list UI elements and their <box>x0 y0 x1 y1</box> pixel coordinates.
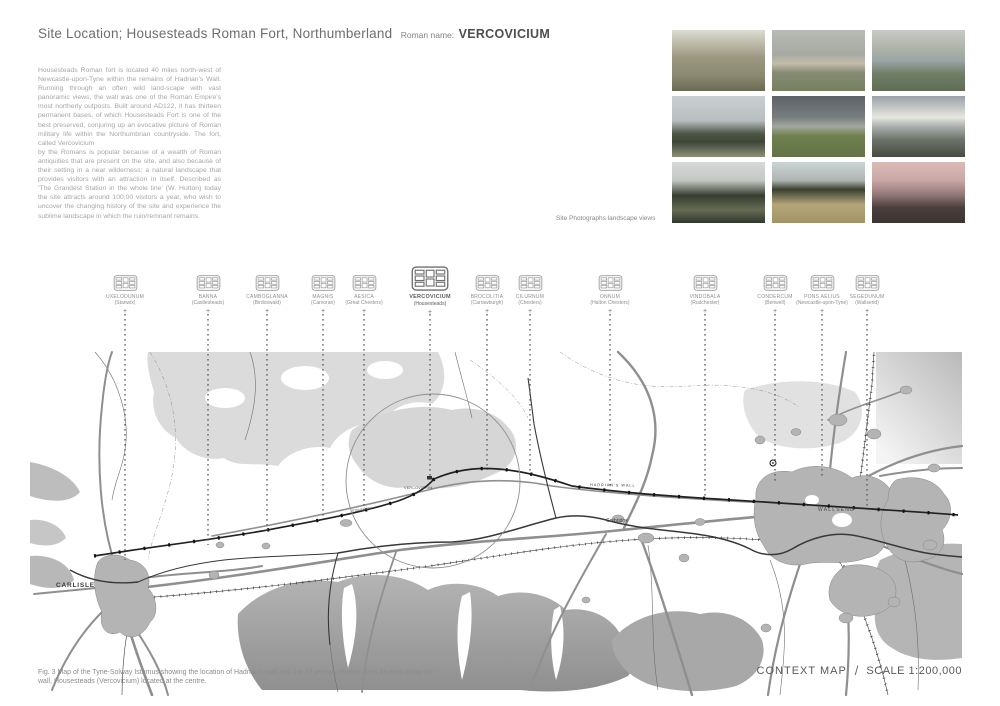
fort-line-anchor: + <box>527 308 533 316</box>
map-label-carlisle: CARLISLE <box>56 582 95 589</box>
fort-modern-name: (Castlesteads) <box>191 300 225 307</box>
fort-modern-name: (Great Chesters) <box>345 300 383 307</box>
fort-line-anchor: + <box>819 308 825 316</box>
fort-roman-name: BANNA <box>198 294 218 300</box>
fort-modern-name: (Carrawburgh) <box>470 300 504 307</box>
fort-modern-name: (Chesters) <box>518 300 542 307</box>
fort-line-anchor: + <box>361 308 367 316</box>
scale-label: SCALE 1:200,000 <box>866 664 962 677</box>
fort-roman-name: MAGNIS <box>312 294 334 300</box>
page-title: Site Location; Housesteads Roman Fort, Northumberland <box>38 26 393 41</box>
fort-roman-name: SEGEDUNUM <box>849 294 885 300</box>
fort-roman-name: CONDERCUM <box>757 294 793 300</box>
fort-modern-name: (Carvoran) <box>311 300 335 307</box>
fort-line-anchor: + <box>484 308 490 316</box>
fort-roman-name: ONNUM <box>599 294 621 300</box>
roman-name-label: Roman name: <box>400 30 455 40</box>
figure-caption: Fig. 3 Map of the Tyne-Solway Isthmus showing the location of Hadrian's wall and the 13 primary Roman forts located along the wall, Housesteads (Vercovicium) located at the centre. <box>38 669 433 686</box>
fort-plan-icon <box>113 265 138 291</box>
fort-strip <box>0 0 1000 320</box>
fort-modern-name: (Benwell) <box>764 300 786 307</box>
fort-modern-name: (Halton Chesters) <box>590 300 630 307</box>
map-label-vercovicium: VERCOVICIUM <box>404 486 433 490</box>
fort-roman-name: VINDOBALA <box>689 294 721 300</box>
context-divider: / <box>854 663 859 678</box>
fort-line-anchor: + <box>264 308 270 316</box>
roman-name: VERCOVICIUM <box>458 27 551 41</box>
fort-plan-icon <box>411 265 449 291</box>
fort-roman-name: VERCOVICIUM <box>409 294 451 300</box>
fort-modern-name: (Stanwix) <box>114 300 136 307</box>
fort-modern-name: (Newcastle-upon-Tyne) <box>796 300 848 307</box>
fort-modern-name: (Rudchester) <box>690 300 720 307</box>
fort-line-anchor: + <box>607 308 613 316</box>
fort-line-anchor: + <box>864 308 870 316</box>
fort-marker-wallsend <box>827 265 907 315</box>
fort-roman-name: CILURNUM <box>515 294 545 300</box>
fort-line-anchor: + <box>772 308 778 316</box>
fort-roman-name: AESICA <box>354 294 374 300</box>
fort-plan-icon <box>855 265 880 291</box>
intro-paragraph-1: Housesteads Roman fort is located 40 miles north-west of Newcastle-upon-Tyne within the remains of Hadrian's Wall. Running through an often wild land-scape with vast panoramic views, the wall was one of the Roman Empire's most northerly outposts. Built around AD122, it has thirteen permanent bases, of which Housesteads Fort is one of the best preserved, conjuring up an evocative picture of Roman military life within the Northumbrian countryside. The fort, called Vercovicium <box>38 67 221 147</box>
fort-modern-name: (Housesteads) <box>413 300 447 307</box>
context-map-row <box>757 663 962 678</box>
fort-plan-icon <box>518 265 543 291</box>
fort-marker-chesters <box>490 265 570 315</box>
map-label-stanegate: STANEGATE <box>351 506 373 513</box>
fort-line-anchor: + <box>122 308 128 316</box>
fort-roman-name: BROCOLITIA <box>470 294 504 300</box>
fort-line-anchor: + <box>205 308 211 316</box>
photo-grid-caption: Site Photographs landscape views <box>556 215 656 222</box>
fort-line-anchor: + <box>427 308 433 316</box>
fort-modern-name: (Wallsend) <box>855 300 879 307</box>
map-label-corbridge: Corbridge <box>606 518 628 524</box>
fort-roman-name: CAMBOGLANNA <box>246 294 288 300</box>
intro-paragraph-2: by the Romans is popular because of a wealth of Roman antiquities that are present on the site, and also because of their setting in a near wilderness; a natural landscape that provides visitors with an attraction in itself. Described as 'The Grandest Station in the whole line' (W. Hutton) today the site attracts around 100,00 visitors a year, who wish to uncover the changing history of the site and experience the sublime landscape in which the ruin/remnant remains. <box>38 148 221 220</box>
fort-marker-stanwix <box>85 265 165 315</box>
fort-line-anchor: + <box>702 308 708 316</box>
fort-modern-name: (Birdoswald) <box>253 300 281 307</box>
fort-line-anchor: + <box>320 308 326 316</box>
fort-plan-icon <box>352 265 377 291</box>
fort-marker-halton-chesters <box>570 265 650 315</box>
map-label-hadrians-wall: HADRIAN'S WALL <box>589 483 636 488</box>
fort-plan-icon <box>255 265 280 291</box>
map-label-wallsend: WALLSEND <box>818 507 855 513</box>
context-map-label: CONTEXT MAP <box>756 664 847 677</box>
fort-roman-name: PONS AELIUS <box>804 294 840 300</box>
fort-roman-name: UXELODUNUM <box>105 294 145 300</box>
fort-plan-icon <box>196 265 221 291</box>
fort-marker-rudchester <box>665 265 745 315</box>
fort-plan-icon <box>693 265 718 291</box>
fort-plan-icon <box>598 265 623 291</box>
